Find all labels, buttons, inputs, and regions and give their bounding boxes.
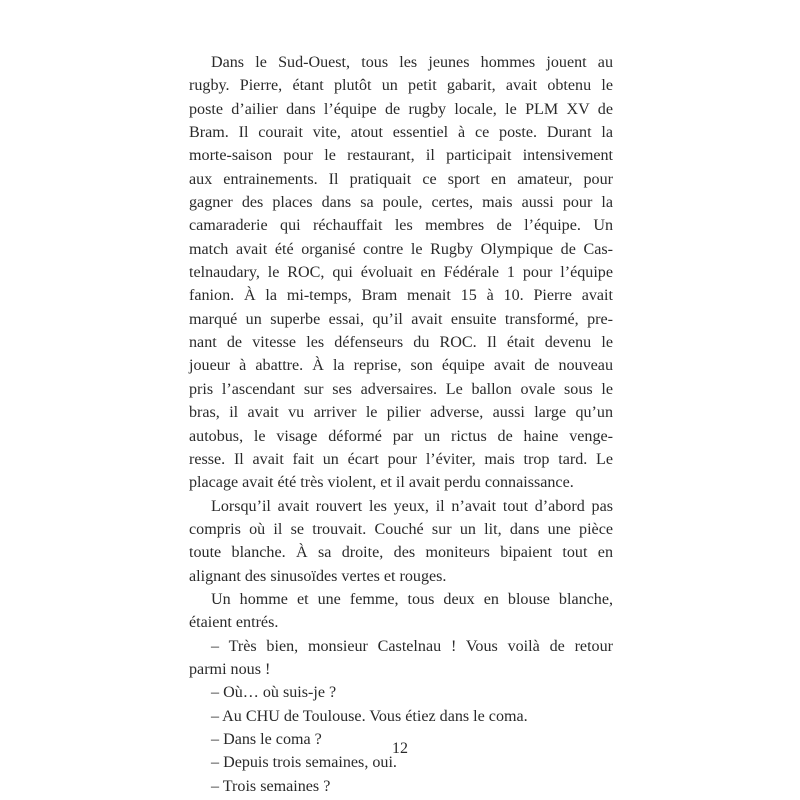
- text-line: – Où… où suis-je ?: [211, 684, 337, 702]
- text-line: poste d’ailier dans l’équipe de rugby locale, le PLM XV de: [189, 100, 613, 118]
- text-line: toute blanche. À sa droite, des moniteurs bipaient tout en: [189, 544, 613, 562]
- paragraph: [189, 51, 613, 495]
- page-number: 12: [392, 740, 408, 757]
- text-line: autobus, le visage déformé par un rictus de haine venge-: [189, 427, 613, 445]
- text-line: joueur à abattre. À la reprise, son équipe avait de nouveau: [189, 357, 613, 375]
- text-line: morte-saison pour le restaurant, il participait intensivement: [189, 147, 613, 165]
- paragraph: [189, 681, 613, 704]
- text-line: match avait été organisé contre le Rugby Olympique de Cas-: [189, 240, 613, 258]
- text-line: – Au CHU de Toulouse. Vous étiez dans le coma.: [211, 707, 528, 725]
- text-line: rugby. Pierre, étant plutôt un petit gabarit, avait obtenu le: [189, 77, 613, 95]
- text-line: – Depuis trois semaines, oui.: [211, 754, 397, 772]
- text-line: telnaudary, le ROC, qui évoluait en Fédérale 1 pour l’équipe: [189, 264, 613, 282]
- text-line: placage avait été très violent, et il avait perdu connaissance.: [189, 474, 574, 492]
- text-line: Un homme et une femme, tous deux en blouse blanche,: [211, 590, 613, 608]
- text-line: pris l’ascendant sur ses adversaires. Le ballon ovale sous le: [189, 380, 613, 398]
- text-line: Lorsqu’il avait rouvert les yeux, il n’avait tout d’abord pas: [211, 497, 613, 515]
- paragraph: [189, 495, 613, 588]
- paragraph: [189, 635, 613, 682]
- text-line: Bram. Il courait vite, atout essentiel à ce poste. Durant la: [189, 124, 613, 142]
- text-line: marqué un superbe essai, qu’il avait ensuite transformé, pre-: [189, 310, 613, 328]
- text-line: resse. Il avait fait un écart pour l’éviter, mais trop tard. Le: [189, 450, 613, 468]
- text-line: Dans le Sud-Ouest, tous les jeunes hommes jouent au: [211, 54, 613, 71]
- text-line: – Très bien, monsieur Castelnau ! Vous voilà de retour: [211, 637, 613, 655]
- text-line: compris où il se trouvait. Couché sur un lit, dans une pièce: [189, 520, 613, 538]
- text-line: alignant des sinusoïdes vertes et rouges.: [189, 567, 447, 585]
- text-line: – Dans le coma ?: [211, 730, 322, 748]
- text-line: camaraderie qui réchauffait les membres de l’équipe. Un: [189, 217, 613, 235]
- text-line: gagner des places dans sa poule, certes, mais aussi pour la: [189, 194, 613, 212]
- text-line: fanion. À la mi-temps, Bram menait 15 à 10. Pierre avait: [189, 287, 613, 305]
- paragraph: [189, 588, 613, 635]
- text-line: aux entrainements. Il pratiquait ce sport en amateur, pour: [189, 170, 613, 188]
- text-line: – Trois semaines ?: [211, 777, 331, 795]
- text-line: nant de vitesse les défenseurs du ROC. Il était devenu le: [189, 334, 613, 352]
- text-line: étaient entrés.: [189, 614, 279, 632]
- paragraph: [189, 775, 613, 798]
- body-text: [189, 51, 613, 798]
- text-line: parmi nous !: [189, 660, 271, 678]
- text-line: bras, il avait vu arriver le pilier adverse, aussi large qu’un: [189, 404, 613, 422]
- paragraph: [189, 705, 613, 728]
